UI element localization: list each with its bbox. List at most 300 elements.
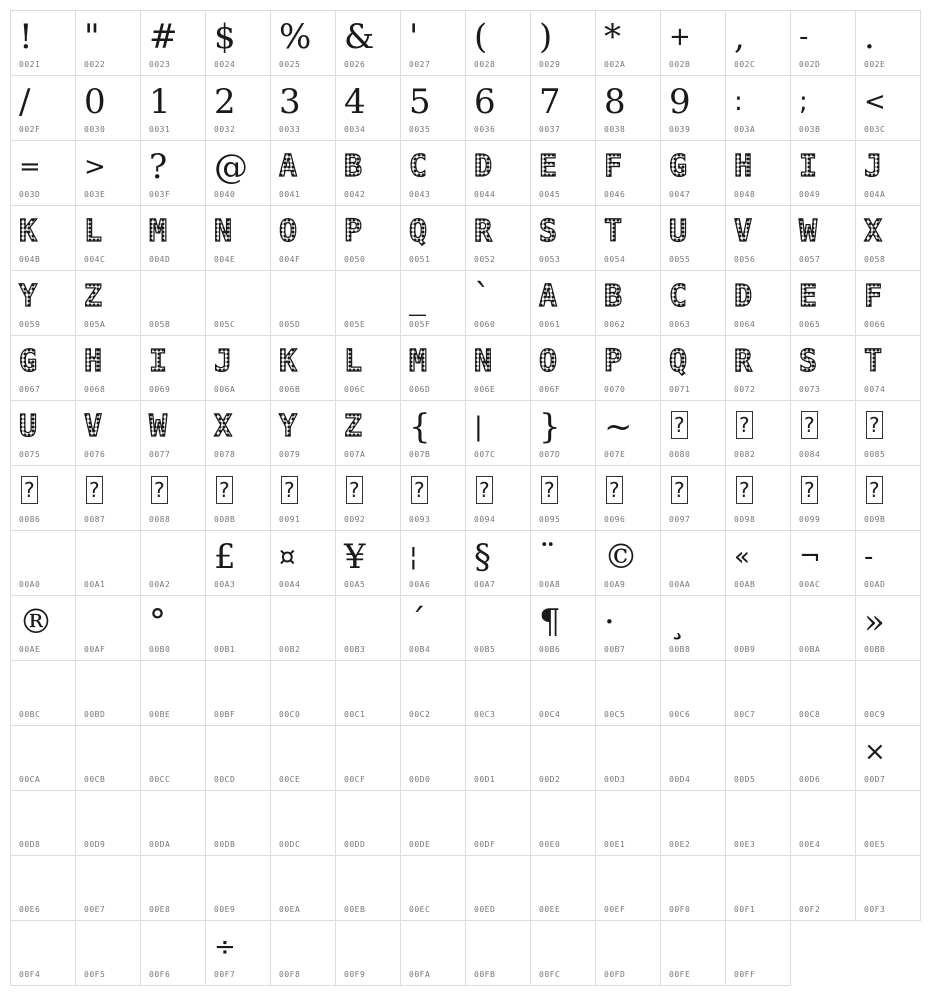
glyph-code: 00D4 [669, 775, 691, 784]
glyph-code: 0034 [344, 125, 366, 134]
glyph-cell [855, 660, 921, 726]
glyph-code: 0022 [84, 60, 106, 69]
glyph-cell [855, 725, 921, 791]
glyph-cell [465, 725, 531, 791]
glyph-code: 0082 [734, 450, 756, 459]
glyph-code: 007D [539, 450, 561, 459]
glyph-char: ® [19, 602, 53, 642]
glyph-code: 00D0 [409, 775, 431, 784]
glyph-code: 0073 [799, 385, 821, 394]
glyph-char: > [84, 152, 106, 182]
glyph-cell [660, 465, 726, 531]
glyph-code: 00FF [734, 970, 756, 979]
glyph-cell [595, 855, 661, 921]
glyph-cell [75, 920, 141, 986]
glyph-char: , [734, 17, 745, 57]
glyph-cell [75, 400, 141, 466]
glyph-cell [595, 335, 661, 401]
glyph-cell [790, 790, 856, 856]
glyph-char: 5 [409, 82, 431, 122]
glyph-code: 003F [149, 190, 171, 199]
glyph-code: 00D1 [474, 775, 496, 784]
glyph-cell [530, 335, 596, 401]
glyph-code: 00FA [409, 970, 431, 979]
glyph-char: ? [216, 476, 233, 504]
glyph-grid [10, 10, 920, 985]
glyph-char: F [604, 145, 622, 189]
glyph-code: 0065 [799, 320, 821, 329]
glyph-cell [270, 725, 336, 791]
glyph-char: ? [801, 476, 818, 504]
glyph-char: T [604, 210, 622, 254]
glyph-char: A [279, 145, 297, 189]
glyph-cell [270, 855, 336, 921]
glyph-cell [660, 725, 726, 791]
glyph-char: Y [279, 405, 297, 449]
glyph-char: W [149, 405, 167, 449]
glyph-code: 0097 [669, 515, 691, 524]
glyph-code: 00AE [19, 645, 41, 654]
glyph-cell [530, 140, 596, 206]
glyph-char: G [669, 145, 687, 189]
glyph-code: 00C1 [344, 710, 366, 719]
glyph-cell [10, 595, 76, 661]
glyph-code: 00BE [149, 710, 171, 719]
glyph-char: Y [19, 275, 37, 319]
glyph-code: 00AD [864, 580, 886, 589]
glyph-code: 0030 [84, 125, 106, 134]
glyph-char: R [734, 340, 752, 384]
glyph-code: 00EB [344, 905, 366, 914]
glyph-cell [660, 335, 726, 401]
glyph-cell [595, 920, 661, 986]
glyph-char: 0 [84, 82, 106, 122]
glyph-code: 00B3 [344, 645, 366, 654]
glyph-char: ? [21, 476, 38, 504]
glyph-cell [790, 725, 856, 791]
glyph-code: 003C [864, 125, 886, 134]
glyph-code: 007C [474, 450, 496, 459]
glyph-code: 00B1 [214, 645, 236, 654]
glyph-cell [725, 140, 791, 206]
glyph-char: ? [476, 476, 493, 504]
glyph-code: 00D2 [539, 775, 561, 784]
glyph-code: 002C [734, 60, 756, 69]
glyph-char: × [864, 737, 886, 767]
glyph-cell [205, 855, 271, 921]
glyph-cell [270, 75, 336, 141]
glyph-char: N [214, 210, 232, 254]
glyph-cell [660, 270, 726, 336]
glyph-char: ¨ [539, 537, 556, 577]
glyph-code: 00FB [474, 970, 496, 979]
glyph-char: ? [736, 476, 753, 504]
glyph-code: 00D6 [799, 775, 821, 784]
glyph-code: 00C7 [734, 710, 756, 719]
glyph-cell [400, 530, 466, 596]
glyph-code: 00FC [539, 970, 561, 979]
glyph-code: 0024 [214, 60, 236, 69]
glyph-cell [10, 790, 76, 856]
glyph-code: 004A [864, 190, 886, 199]
glyph-code: 0080 [669, 450, 691, 459]
glyph-cell [725, 205, 791, 271]
glyph-code: 00C8 [799, 710, 821, 719]
glyph-char: D [474, 145, 492, 189]
glyph-char: 8 [604, 82, 626, 122]
glyph-code: 00B8 [669, 645, 691, 654]
glyph-cell [270, 335, 336, 401]
glyph-char: - [864, 542, 874, 572]
glyph-code: 00EE [539, 905, 561, 914]
glyph-cell [400, 920, 466, 986]
glyph-cell [205, 205, 271, 271]
glyph-char: ' [409, 17, 419, 57]
glyph-code: 003E [84, 190, 106, 199]
glyph-cell [725, 465, 791, 531]
glyph-code: 008B [214, 515, 236, 524]
glyph-code: 006B [279, 385, 301, 394]
glyph-code: 00CD [214, 775, 236, 784]
glyph-char: _ [409, 277, 426, 317]
glyph-char: K [279, 340, 297, 384]
glyph-cell [140, 530, 206, 596]
glyph-cell [400, 790, 466, 856]
glyph-char: & [344, 17, 375, 57]
glyph-code: 0077 [149, 450, 171, 459]
glyph-char: * [604, 17, 621, 57]
glyph-char: R [474, 210, 492, 254]
glyph-code: 00E8 [149, 905, 171, 914]
glyph-cell [140, 920, 206, 986]
glyph-cell [660, 920, 726, 986]
glyph-cell [270, 465, 336, 531]
glyph-cell [725, 595, 791, 661]
glyph-cell [75, 10, 141, 76]
glyph-char: ? [671, 476, 688, 504]
glyph-cell [400, 855, 466, 921]
glyph-char: ? [151, 476, 168, 504]
glyph-cell [205, 530, 271, 596]
glyph-cell [790, 335, 856, 401]
glyph-code: 00BF [214, 710, 236, 719]
glyph-cell [465, 855, 531, 921]
glyph-cell [790, 400, 856, 466]
glyph-code: 0086 [19, 515, 41, 524]
glyph-cell [400, 205, 466, 271]
glyph-code: 004C [84, 255, 106, 264]
glyph-cell [465, 660, 531, 726]
glyph-char: K [19, 210, 37, 254]
glyph-cell [595, 465, 661, 531]
glyph-code: 00E0 [539, 840, 561, 849]
glyph-code: 0056 [734, 255, 756, 264]
glyph-char: § [474, 537, 491, 577]
glyph-char: ? [281, 476, 298, 504]
glyph-code: 0037 [539, 125, 561, 134]
glyph-code: 007B [409, 450, 431, 459]
glyph-char: £ [214, 537, 236, 577]
glyph-char: ¶ [539, 602, 561, 642]
glyph-cell [855, 10, 921, 76]
glyph-cell [10, 530, 76, 596]
glyph-code: 0047 [669, 190, 691, 199]
glyph-cell [270, 400, 336, 466]
glyph-code: 0067 [19, 385, 41, 394]
glyph-code: 0058 [864, 255, 886, 264]
glyph-code: 0055 [669, 255, 691, 264]
glyph-cell [205, 335, 271, 401]
glyph-cell [530, 725, 596, 791]
glyph-code: 0091 [279, 515, 301, 524]
glyph-code: 0099 [799, 515, 821, 524]
glyph-char: ( [474, 17, 488, 57]
glyph-code: 004D [149, 255, 171, 264]
glyph-cell [465, 75, 531, 141]
glyph-code: 00F8 [279, 970, 301, 979]
glyph-code: 0087 [84, 515, 106, 524]
glyph-code: 0051 [409, 255, 431, 264]
glyph-cell [140, 335, 206, 401]
glyph-code: 0040 [214, 190, 236, 199]
glyph-char: M [149, 210, 167, 254]
glyph-code: 00DE [409, 840, 431, 849]
glyph-code: 005B [149, 320, 171, 329]
glyph-cell [335, 335, 401, 401]
glyph-char: ? [801, 411, 818, 439]
glyph-cell [400, 10, 466, 76]
glyph-code: 00EA [279, 905, 301, 914]
glyph-cell [595, 75, 661, 141]
glyph-cell [595, 790, 661, 856]
glyph-code: 004E [214, 255, 236, 264]
glyph-cell [140, 660, 206, 726]
glyph-code: 00AA [669, 580, 691, 589]
glyph-code: 00B5 [474, 645, 496, 654]
glyph-code: 00C6 [669, 710, 691, 719]
glyph-char: 6 [474, 82, 496, 122]
glyph-char: 9 [669, 82, 691, 122]
glyph-cell [270, 530, 336, 596]
glyph-char: : [734, 87, 743, 117]
glyph-char: ; [799, 87, 808, 117]
glyph-code: 0031 [149, 125, 171, 134]
glyph-code: 003B [799, 125, 821, 134]
glyph-char: X [864, 210, 882, 254]
glyph-char: L [84, 210, 102, 254]
glyph-code: 0070 [604, 385, 626, 394]
glyph-char: V [84, 405, 102, 449]
glyph-cell [335, 855, 401, 921]
glyph-cell [530, 855, 596, 921]
glyph-char: ¸ [669, 602, 686, 642]
glyph-char: { [409, 407, 431, 447]
glyph-code: 00BD [84, 710, 106, 719]
glyph-char: S [539, 210, 557, 254]
glyph-char: ¦ [409, 542, 418, 572]
glyph-code: 00FD [604, 970, 626, 979]
glyph-char: B [344, 145, 362, 189]
glyph-code: 0096 [604, 515, 626, 524]
glyph-cell [75, 530, 141, 596]
glyph-char: D [734, 275, 752, 319]
glyph-cell [335, 205, 401, 271]
glyph-cell [855, 790, 921, 856]
glyph-code: 0076 [84, 450, 106, 459]
glyph-char: / [19, 82, 31, 122]
glyph-char: % [279, 17, 312, 57]
glyph-code: 00CF [344, 775, 366, 784]
glyph-cell [10, 660, 76, 726]
glyph-code: 004F [279, 255, 301, 264]
glyph-cell [725, 920, 791, 986]
glyph-code: 007E [604, 450, 626, 459]
glyph-cell [75, 790, 141, 856]
glyph-code: 002B [669, 60, 691, 69]
glyph-code: 00B0 [149, 645, 171, 654]
glyph-code: 00F7 [214, 970, 236, 979]
glyph-cell [725, 270, 791, 336]
glyph-cell [855, 595, 921, 661]
glyph-code: 00DB [214, 840, 236, 849]
glyph-cell [530, 920, 596, 986]
glyph-cell [270, 10, 336, 76]
glyph-code: 003A [734, 125, 756, 134]
glyph-cell [205, 10, 271, 76]
glyph-cell [855, 75, 921, 141]
glyph-cell [530, 400, 596, 466]
glyph-char: ¥ [344, 537, 366, 577]
glyph-cell [335, 400, 401, 466]
glyph-code: 00DD [344, 840, 366, 849]
glyph-cell [335, 920, 401, 986]
glyph-cell [855, 530, 921, 596]
glyph-cell [595, 140, 661, 206]
glyph-cell [205, 465, 271, 531]
glyph-code: 0050 [344, 255, 366, 264]
glyph-cell [10, 10, 76, 76]
glyph-code: 00E4 [799, 840, 821, 849]
glyph-cell [270, 790, 336, 856]
glyph-code: 002D [799, 60, 821, 69]
glyph-char: ¬ [799, 542, 821, 572]
glyph-char: } [539, 407, 561, 447]
glyph-char: C [669, 275, 687, 319]
glyph-cell [400, 725, 466, 791]
glyph-code: 007A [344, 450, 366, 459]
glyph-cell [790, 75, 856, 141]
glyph-code: 0057 [799, 255, 821, 264]
glyph-code: 00A0 [19, 580, 41, 589]
glyph-cell [75, 855, 141, 921]
glyph-code: 005D [279, 320, 301, 329]
glyph-cell [660, 855, 726, 921]
glyph-cell [530, 10, 596, 76]
glyph-cell [595, 660, 661, 726]
glyph-code: 00BC [19, 710, 41, 719]
glyph-char: A [539, 275, 557, 319]
glyph-char: 2 [214, 82, 236, 122]
glyph-code: 0066 [864, 320, 886, 329]
glyph-char: C [409, 145, 427, 189]
glyph-cell [465, 465, 531, 531]
glyph-cell [790, 270, 856, 336]
glyph-char: » [864, 602, 885, 642]
glyph-code: 0061 [539, 320, 561, 329]
glyph-char: ? [866, 411, 883, 439]
glyph-code: 002E [864, 60, 886, 69]
glyph-code: 005E [344, 320, 366, 329]
glyph-char: " [84, 17, 100, 57]
glyph-cell [725, 75, 791, 141]
glyph-code: 00EC [409, 905, 431, 914]
glyph-cell [335, 595, 401, 661]
glyph-cell [855, 205, 921, 271]
glyph-cell [465, 10, 531, 76]
glyph-code: 00A9 [604, 580, 626, 589]
glyph-cell [595, 270, 661, 336]
glyph-code: 00AF [84, 645, 106, 654]
glyph-cell [465, 140, 531, 206]
glyph-cell [725, 400, 791, 466]
glyph-code: 00F4 [19, 970, 41, 979]
glyph-char: ? [541, 476, 558, 504]
glyph-code: 0035 [409, 125, 431, 134]
glyph-cell [660, 140, 726, 206]
glyph-char: I [149, 340, 167, 384]
glyph-code: 00C4 [539, 710, 561, 719]
glyph-cell [530, 530, 596, 596]
glyph-cell [660, 10, 726, 76]
glyph-cell [660, 660, 726, 726]
glyph-code: 00AC [799, 580, 821, 589]
glyph-char: ? [866, 476, 883, 504]
glyph-code: 00F9 [344, 970, 366, 979]
glyph-cell [400, 660, 466, 726]
glyph-cell [595, 10, 661, 76]
glyph-code: 0026 [344, 60, 366, 69]
glyph-char: W [799, 210, 817, 254]
glyph-code: 00C3 [474, 710, 496, 719]
glyph-char: ? [606, 476, 623, 504]
glyph-cell [595, 530, 661, 596]
glyph-code: 0025 [279, 60, 301, 69]
glyph-cell [725, 855, 791, 921]
glyph-code: 00A7 [474, 580, 496, 589]
glyph-code: 00C9 [864, 710, 886, 719]
glyph-code: 0023 [149, 60, 171, 69]
glyph-cell [400, 270, 466, 336]
glyph-cell [205, 660, 271, 726]
glyph-code: 0043 [409, 190, 431, 199]
glyph-cell [140, 270, 206, 336]
glyph-cell [140, 140, 206, 206]
glyph-char: ) [539, 17, 553, 57]
glyph-code: 0044 [474, 190, 496, 199]
glyph-code: 0029 [539, 60, 561, 69]
glyph-code: 00CB [84, 775, 106, 784]
glyph-code: 0042 [344, 190, 366, 199]
glyph-char: P [344, 210, 362, 254]
glyph-cell [10, 140, 76, 206]
glyph-code: 002A [604, 60, 626, 69]
glyph-code: 0084 [799, 450, 821, 459]
glyph-char: X [214, 405, 232, 449]
glyph-code: 00BA [799, 645, 821, 654]
glyph-char: ° [149, 602, 166, 642]
glyph-code: 003D [19, 190, 41, 199]
glyph-code: 00A1 [84, 580, 106, 589]
